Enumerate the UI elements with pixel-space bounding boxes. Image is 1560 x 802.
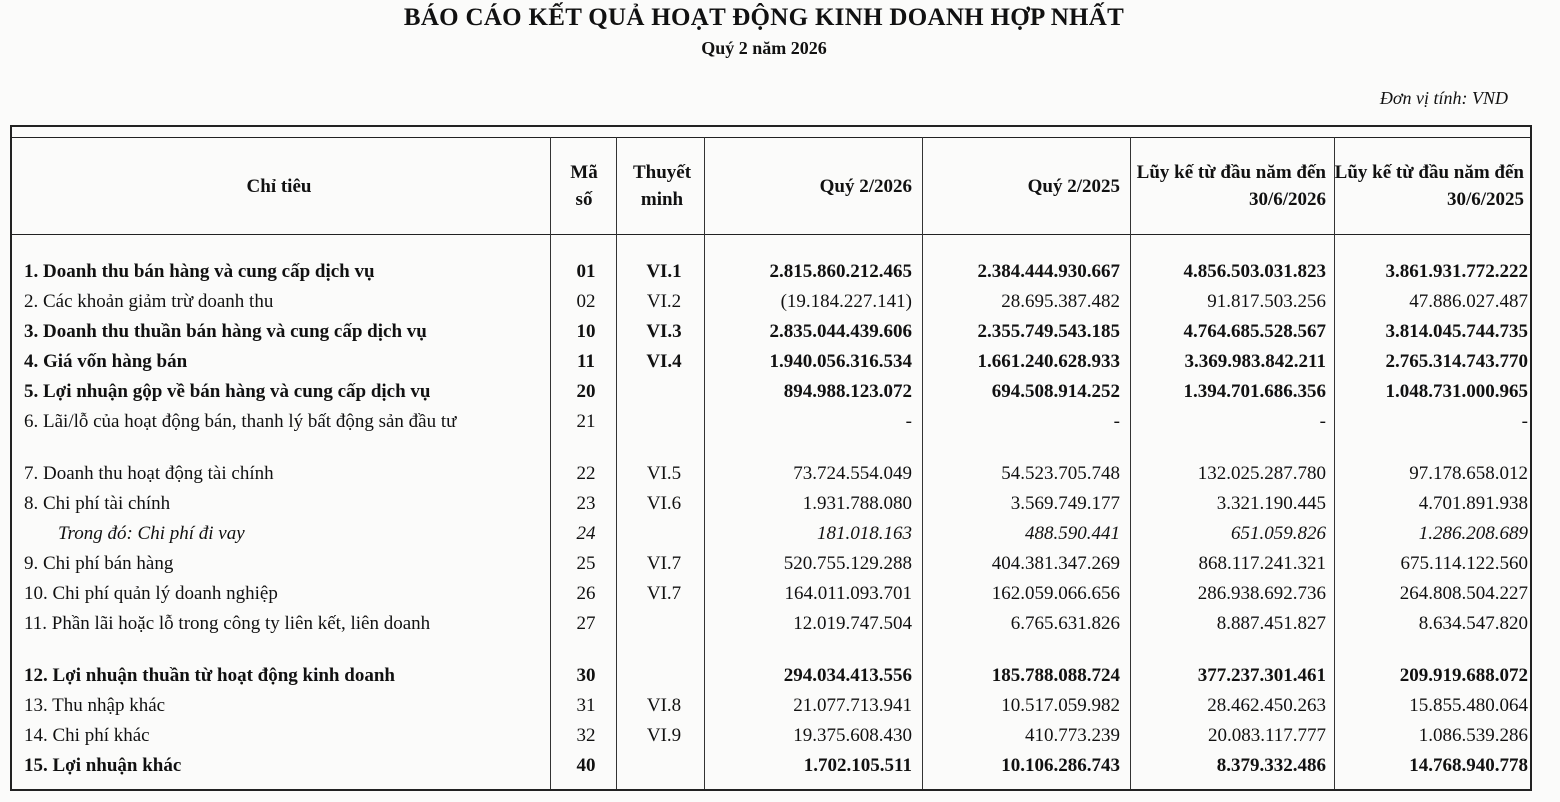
row-note: VI.9: [646, 725, 682, 746]
row-value-ytd-2026: 651.059.826: [1231, 523, 1326, 544]
row-value-q2-2026: 19.375.608.430: [793, 725, 912, 746]
row-value-ytd-2026: 20.083.117.777: [1207, 725, 1326, 746]
row-label: 9. Chi phí bán hàng: [24, 553, 174, 574]
header-ytd-2025: Lũy kế từ đầu năm đến 30/6/2025: [1334, 162, 1524, 210]
row-value-q2-2025: 54.523.705.748: [1001, 463, 1120, 484]
row-value-q2-2026: 73.724.554.049: [793, 463, 912, 484]
table-row: [12, 459, 1530, 489]
row-note: VI.6: [646, 493, 682, 514]
row-value-q2-2025: 410.773.239: [1025, 725, 1120, 746]
table-header: [12, 137, 1530, 235]
header-q2-2025: Quý 2/2025: [1027, 175, 1120, 197]
row-note: [622, 519, 706, 549]
report-title: BÁO CÁO KẾT QUẢ HOẠT ĐỘNG KINH DOANH HỢP NHẤT: [403, 4, 1125, 31]
row-code: 21: [576, 411, 596, 432]
row-code: 20: [576, 381, 596, 402]
row-code: 25: [576, 553, 596, 574]
header-ytd-2026: Lũy kế từ đầu năm đến 30/6/2026: [1136, 162, 1326, 210]
row-label: 6. Lãi/lỗ của hoạt động bán, thanh lý bất động sản đầu tư: [24, 411, 457, 432]
row-value-ytd-2026: 91.817.503.256: [1207, 291, 1326, 312]
row-value-ytd-2025: 4.701.891.938: [1418, 493, 1528, 514]
row-value-q2-2026: 2.815.860.212.465: [769, 261, 912, 282]
row-value-q2-2026: 21.077.713.941: [793, 695, 912, 716]
row-value-q2-2026: 12.019.747.504: [793, 613, 912, 634]
row-value-q2-2025: 10.106.286.743: [1001, 755, 1120, 776]
row-value-ytd-2026: 4.856.503.031.823: [1183, 261, 1326, 282]
table-row: [12, 407, 1530, 437]
row-value-q2-2026: 1.702.105.511: [803, 755, 912, 776]
row-code: 23: [576, 493, 596, 514]
table-row: [12, 519, 1530, 549]
table-row: [12, 377, 1530, 407]
row-label: 12. Lợi nhuận thuần từ hoạt động kinh doanh: [24, 665, 395, 686]
row-note: VI.7: [646, 553, 682, 574]
table-row: [12, 751, 1530, 781]
row-value-q2-2026: (19.184.227.141): [780, 291, 912, 312]
row-value-ytd-2025: 1.286.208.689: [1418, 523, 1528, 544]
header-code: Mã số: [570, 162, 598, 210]
row-note: [622, 377, 706, 407]
currency-unit: Đơn vị tính: VND: [1379, 88, 1508, 108]
row-value-q2-2025: 6.765.631.826: [1010, 613, 1120, 634]
row-value-ytd-2026: 8.379.332.486: [1216, 755, 1326, 776]
table-row: [12, 721, 1530, 751]
row-value-ytd-2025: 15.855.480.064: [1409, 695, 1528, 716]
row-code: 11: [577, 351, 595, 372]
row-value-q2-2025: 1.661.240.628.933: [977, 351, 1120, 372]
row-note: [622, 609, 706, 639]
row-value-q2-2025: 694.508.914.252: [991, 381, 1120, 402]
header-label: Chỉ tiêu: [246, 175, 312, 197]
table-row: [12, 609, 1530, 639]
row-code: 26: [576, 583, 596, 604]
row-value-ytd-2026: -: [1319, 411, 1326, 432]
row-label: 8. Chi phí tài chính: [24, 493, 171, 514]
table-row: [12, 579, 1530, 609]
row-code: 10: [576, 321, 596, 342]
row-label: 15. Lợi nhuận khác: [24, 755, 182, 776]
row-code: 40: [576, 755, 596, 776]
row-note: VI.1: [646, 261, 682, 282]
table-row: [12, 317, 1530, 347]
row-label: 13. Thu nhập khác: [24, 695, 166, 716]
row-value-ytd-2026: 1.394.701.686.356: [1183, 381, 1326, 402]
row-value-q2-2025: -: [1113, 411, 1120, 432]
row-note: VI.8: [646, 695, 682, 716]
row-value-ytd-2025: 14.768.940.778: [1409, 755, 1528, 776]
row-value-ytd-2025: 1.048.731.000.965: [1385, 381, 1528, 402]
row-code: 02: [576, 291, 596, 312]
row-value-ytd-2026: 28.462.450.263: [1207, 695, 1326, 716]
header-q2-2026: Quý 2/2026: [819, 175, 912, 197]
row-value-ytd-2025: 675.114.122.560: [1400, 553, 1528, 574]
row-value-ytd-2025: 47.886.027.487: [1409, 291, 1528, 312]
row-value-ytd-2026: 286.938.692.736: [1197, 583, 1326, 604]
report-period: Quý 2 năm 2026: [701, 38, 827, 58]
row-label: 11. Phần lãi hoặc lỗ trong công ty liên kết, liên doanh: [24, 613, 431, 634]
row-note: VI.4: [646, 351, 682, 372]
row-label: 2. Các khoản giảm trừ doanh thu: [24, 291, 274, 312]
row-code: 30: [576, 665, 596, 686]
row-value-ytd-2026: 868.117.241.321: [1198, 553, 1326, 574]
row-value-q2-2026: 2.835.044.439.606: [769, 321, 912, 342]
row-code: 24: [576, 523, 596, 544]
table-row: [12, 347, 1530, 377]
row-code: 01: [576, 261, 596, 282]
row-value-ytd-2025: -: [1521, 411, 1528, 432]
row-value-ytd-2026: 132.025.287.780: [1197, 463, 1326, 484]
row-value-q2-2026: 894.988.123.072: [783, 381, 912, 402]
row-value-q2-2026: 294.034.413.556: [783, 665, 912, 686]
row-value-q2-2025: 2.355.749.543.185: [977, 321, 1120, 342]
row-value-q2-2026: 520.755.129.288: [783, 553, 912, 574]
row-note: [622, 407, 706, 437]
row-value-q2-2026: 181.018.163: [817, 523, 912, 544]
row-label: 7. Doanh thu hoạt động tài chính: [24, 463, 274, 484]
row-note: VI.3: [646, 321, 682, 342]
row-value-q2-2026: 1.940.056.316.534: [769, 351, 912, 372]
row-value-ytd-2025: 2.765.314.743.770: [1385, 351, 1528, 372]
row-label: 1. Doanh thu bán hàng và cung cấp dịch vụ: [24, 261, 375, 282]
row-value-q2-2025: 488.590.441: [1025, 523, 1120, 544]
row-code: 31: [576, 695, 596, 716]
row-value-ytd-2025: 209.919.688.072: [1399, 665, 1528, 686]
row-label: 5. Lợi nhuận gộp về bán hàng và cung cấp dịch vụ: [24, 381, 431, 402]
row-note: [622, 661, 706, 691]
row-value-q2-2026: -: [905, 411, 912, 432]
row-value-q2-2025: 185.788.088.724: [991, 665, 1120, 686]
row-value-ytd-2026: 377.237.301.461: [1197, 665, 1326, 686]
row-label: 4. Giá vốn hàng bán: [24, 351, 188, 372]
row-value-ytd-2025: 3.814.045.744.735: [1385, 321, 1528, 342]
row-value-ytd-2025: 264.808.504.227: [1399, 583, 1528, 604]
row-value-q2-2025: 28.695.387.482: [1001, 291, 1120, 312]
row-value-q2-2025: 3.569.749.177: [1010, 493, 1120, 514]
row-label: 14. Chi phí khác: [24, 725, 150, 746]
row-label: 10. Chi phí quản lý doanh nghiệp: [24, 583, 278, 604]
row-value-ytd-2025: 1.086.539.286: [1418, 725, 1528, 746]
row-note: VI.2: [646, 291, 682, 312]
row-value-ytd-2026: 3.369.983.842.211: [1184, 351, 1326, 372]
table-row: [12, 549, 1530, 579]
row-code: 22: [576, 463, 596, 484]
table-row: [12, 691, 1530, 721]
row-value-ytd-2025: 97.178.658.012: [1409, 463, 1528, 484]
row-value-q2-2025: 162.059.066.656: [991, 583, 1120, 604]
table-row: [12, 489, 1530, 519]
header-note: Thuyết minh: [632, 162, 692, 210]
row-value-ytd-2026: 8.887.451.827: [1216, 613, 1326, 634]
row-note: [622, 751, 706, 781]
row-note: VI.7: [646, 583, 682, 604]
row-label: 3. Doanh thu thuần bán hàng và cung cấp dịch vụ: [24, 321, 427, 342]
row-code: 27: [576, 613, 596, 634]
row-value-q2-2025: 404.381.347.269: [991, 553, 1120, 574]
row-label: Trong đó: Chi phí đi vay: [58, 523, 245, 544]
row-value-q2-2026: 164.011.093.701: [784, 583, 912, 604]
table-row: [12, 257, 1530, 287]
row-value-q2-2026: 1.931.788.080: [802, 493, 912, 514]
income-statement-table: [10, 125, 1532, 791]
row-value-ytd-2026: 4.764.685.528.567: [1183, 321, 1326, 342]
row-value-ytd-2025: 3.861.931.772.222: [1385, 261, 1528, 282]
row-value-q2-2025: 2.384.444.930.667: [977, 261, 1120, 282]
row-value-ytd-2025: 8.634.547.820: [1418, 613, 1528, 634]
table-row: [12, 287, 1530, 317]
row-value-q2-2025: 10.517.059.982: [1001, 695, 1120, 716]
row-note: VI.5: [646, 463, 682, 484]
row-code: 32: [576, 725, 596, 746]
table-row: [12, 661, 1530, 691]
row-value-ytd-2026: 3.321.190.445: [1216, 493, 1326, 514]
